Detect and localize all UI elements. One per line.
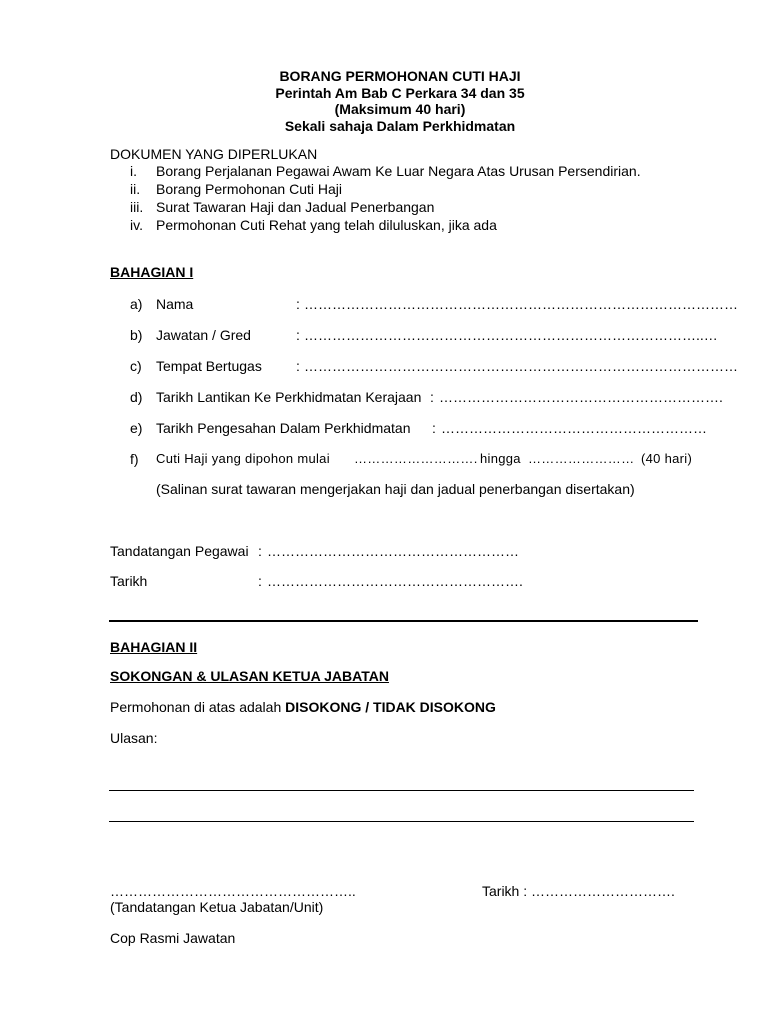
documents-title: DOKUMEN YANG DIPERLUKAN (110, 146, 318, 162)
remarks-label: Ulasan: (110, 730, 158, 746)
part1-title: BAHAGIAN I (110, 264, 194, 280)
leave-days-note: (40 hari) (641, 451, 693, 466)
form-header (0, 68, 768, 134)
official-stamp-label: Cop Rasmi Jawatan (110, 930, 236, 946)
field-appointment-date[interactable] (110, 388, 723, 406)
field-label: Tarikh Pengesahan Dalam Perkhidmatan (156, 420, 411, 436)
document-text: Surat Tawaran Haji dan Jadual Penerbangan (156, 199, 435, 215)
support-statement (110, 698, 496, 716)
document-number: ii. (130, 181, 141, 197)
leave-start-dots[interactable]: ………………………. (354, 451, 478, 466)
field-letter: a) (130, 296, 143, 312)
form-title: BORANG PERMOHONAN CUTI HAJI (279, 68, 521, 84)
officer-signature-dots[interactable]: ……………………………………………… (267, 543, 519, 559)
document-text: Permohonan Cuti Rehat yang telah diluluskan, jika ada (156, 217, 497, 233)
field-dots[interactable]: ………………………………………………………………………………… (304, 358, 738, 374)
field-dots[interactable]: …………………………………………………………………………..… (304, 327, 718, 343)
officer-signature-label: Tandatangan Pegawai (110, 543, 249, 559)
officer-date-dots[interactable]: ………………………………………………. (267, 573, 523, 589)
field-dots[interactable]: ……………………………………………………. (439, 389, 723, 405)
form-subtitle-maximum: (Maksimum 40 hari) (334, 101, 466, 117)
document-text: Borang Perjalanan Pegawai Awam Ke Luar Negara Atas Urusan Persendirian. (156, 163, 641, 179)
field-letter: e) (130, 420, 143, 436)
field-label: Tarikh Lantikan Ke Perkhidmatan Kerajaan (156, 389, 422, 405)
form-subtitle-once: Sekali sahaja Dalam Perkhidmatan (284, 117, 516, 134)
leave-until-label: hingga (480, 451, 521, 466)
leave-end-dots[interactable]: …………………… (528, 451, 635, 466)
form-subtitle-regulation: Perintah Am Bab C Perkara 34 dan 35 (275, 84, 525, 101)
field-colon: : (430, 389, 434, 405)
date-colon: : (258, 573, 262, 589)
support-statement-prefix: Permohonan di atas adalah (110, 699, 282, 715)
remarks-line[interactable] (109, 821, 694, 822)
attachment-note: (Salinan surat tawaran mengerjakan haji dan jadual penerbangan disertakan) (156, 481, 635, 497)
part2-subtitle: SOKONGAN & ULASAN KETUA JABATAN (110, 668, 389, 684)
signature-colon: : (258, 543, 262, 559)
officer-date-label: Tarikh (110, 573, 148, 589)
head-date-label: Tarikh : (482, 883, 528, 899)
field-name[interactable] (110, 295, 738, 313)
field-dots[interactable]: ………………………………………………… (441, 420, 707, 436)
part2-title: BAHAGIAN II (110, 639, 198, 655)
document-number: iii. (130, 199, 144, 215)
support-options[interactable]: DISOKONG / TIDAK DISOKONG (285, 699, 496, 715)
document-number: iv. (130, 217, 143, 233)
field-letter: f) (130, 451, 139, 467)
remarks-line[interactable] (109, 790, 694, 791)
field-colon: : (296, 327, 300, 343)
field-label: Nama (156, 296, 194, 312)
field-letter: b) (130, 327, 143, 343)
officer-signature-row[interactable] (110, 542, 610, 560)
field-letter: d) (130, 389, 143, 405)
field-colon: : (296, 358, 300, 374)
leave-prefix: Cuti Haji yang dipohon mulai (156, 451, 330, 466)
field-leave-period[interactable] (110, 450, 710, 468)
head-signature-dots[interactable]: …………………………………………….. (110, 883, 356, 899)
head-date-row[interactable] (482, 882, 675, 900)
document-number: i. (130, 163, 137, 179)
field-colon: : (296, 296, 300, 312)
officer-date-row[interactable] (110, 572, 610, 590)
head-signature-caption: (Tandatangan Ketua Jabatan/Unit) (110, 899, 324, 915)
field-dots[interactable]: ………………………………………………………………………………… (304, 296, 738, 312)
field-position-grade[interactable] (110, 326, 718, 344)
field-confirmation-date[interactable] (110, 419, 710, 437)
field-label: Tempat Bertugas (156, 358, 262, 374)
field-workplace[interactable] (110, 357, 738, 375)
field-letter: c) (130, 358, 142, 374)
field-colon: : (432, 420, 436, 436)
field-label: Jawatan / Gred (156, 327, 251, 343)
section-divider (109, 620, 698, 622)
head-date-dots[interactable]: …………………………. (531, 883, 675, 899)
document-text: Borang Permohonan Cuti Haji (156, 181, 342, 197)
